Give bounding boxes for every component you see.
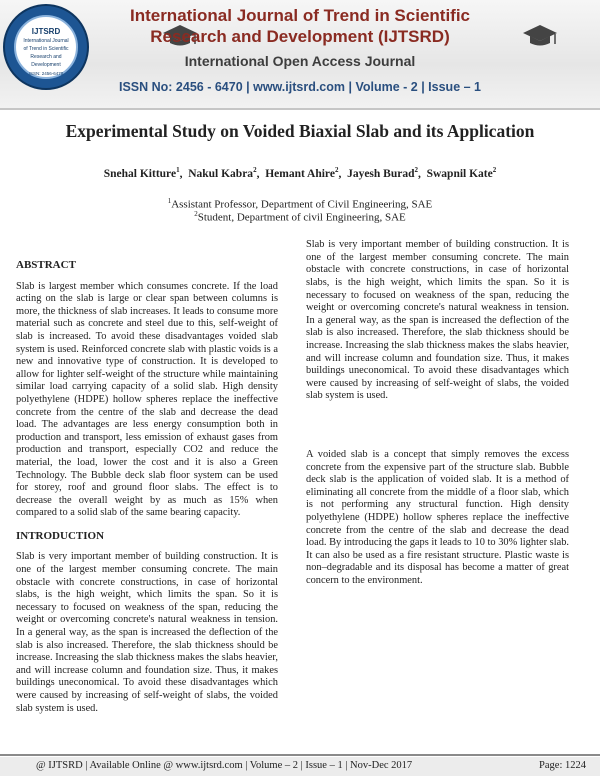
- affiliation: [0, 197, 600, 211]
- graduation-cap-icon: [522, 22, 558, 50]
- journal-issn-line: ISSN No: 2456 - 6470 | www.ijtsrd.com | Volume - 2 | Issue – 1: [118, 80, 481, 94]
- introduction-paragraph-1-continued: Slab is very important member of building construction. It is one of the largest member consuming concrete. The main obstacle with concrete constructions, in case of horizontal slabs, is the high weight, which limits the span. So it is necessary to focused on weakness of the span, reducing the weight or overcoming concrete's natural weakness in tension. In a general way, as the span is increased the deflection of the slab is also increased. Therefore, the slab thickness should be increase. Increasing the slab thickness makes the slabs heavier, and will increase column and foundation size. Thus, it makes buildings uneconomical. To avoid these disadvantages which were caused by increasing of self-weight of slabs, the voided slab system is used.: [306, 239, 569, 402]
- introduction-paragraph-1: Slab is very important member of building construction. It is one of the largest member consuming concrete. The main obstacle with concrete constructions, in case of horizontal slabs, is the high weight, which limits the span. So it is necessary to focused on weakness of the span, reducing the weight or overcoming concrete's natural weakness in tension. In a general way, as the span is increased the deflection of the slab is also increased. Therefore, the slab thickness should be increase. Increasing the slab thickness makes the slabs heavier, and will increase column and foundation size. Thus, it makes buildings uneconomical. To avoid these disadvantages which were caused by increasing of self-weight of slabs, the voided slab system is used.: [16, 551, 278, 714]
- logo-line3: Research and: [30, 54, 62, 60]
- journal-title-line2: Research and Development (IJTSRD): [150, 27, 450, 46]
- introduction-heading: INTRODUCTION: [16, 529, 105, 542]
- author-sup: 2: [253, 166, 257, 174]
- page-footer: [0, 757, 600, 776]
- affiliation: [0, 210, 600, 224]
- logo-line4: Development: [31, 62, 61, 68]
- author-sup: 2: [414, 166, 418, 174]
- journal-header: [0, 0, 600, 110]
- left-column: [16, 259, 278, 714]
- footer-rule: [0, 754, 600, 756]
- logo-line2: of Trend in Scientific: [23, 46, 69, 52]
- author-sup: 1: [176, 166, 180, 174]
- logo-issn: ISSN: 2456-6470: [28, 71, 64, 76]
- footer-citation: @ IJTSRD | Available Online @ www.ijtsrd.com | Volume – 2 | Issue – 1 | Nov-Dec 2017: [36, 760, 413, 771]
- author-name: Snehal Kitture: [103, 167, 177, 180]
- author-name: Nakul Kabra: [188, 167, 254, 180]
- affiliation-sup: 2: [194, 210, 198, 218]
- paper-title: Experimental Study on Voided Biaxial Slab and its Application: [65, 121, 535, 141]
- right-column: [306, 239, 569, 596]
- author-name: Hemant Ahire: [265, 167, 335, 180]
- logo-name: IJTSRD: [31, 27, 61, 36]
- author-sup: 2: [492, 166, 497, 174]
- journal-title-line1: International Journal of Trend in Scientific: [129, 6, 471, 25]
- page-number: Page: 1224: [539, 760, 586, 771]
- introduction-paragraph-2: A voided slab is a concept that simply removes the excess concrete from the expensive part of the structure slab. Bubble deck slab is the application of voided slab. It is a method of eliminating all concrete from the middle of a floor slab, which is not performing any structural function. High density polyethylene (HDPE) hollow spheres replace the ineffective concrete from the centre of the slab and decrease the dead load. By introducing the gaps it leads to 10 to 30% lighter slab. It can also be used as a fire resistant structure. Plastic waste is non–degradable and its disposal has become a matter of great concern to the environment.: [306, 449, 569, 586]
- journal-logo: [3, 4, 89, 90]
- journal-subtitle: International Open Access Journal: [184, 53, 416, 69]
- abstract-text: Slab is largest member which consumes concrete. If the load acting on the slab is large or clear span between columns is more, the thickness of slab increases. It leads to consume more material such as concrete and steel due to this, self-weight of slab is increased. To avoid these disadvantages voided slab system is used. Reinforced concrete slab with plastic voids is a new and innovative type of construction. It is developed to allow for lighter self-weight of the structure while maintaining similar load carrying capacity of a solid slab. High density polyethylene (HDPE) hollow spheres replace the ineffective concrete from the centre of the slab and decrease the dead load. The advantages are less energy consumption both in production and transport, less emission of exhaust gases from production and transport, especially CO2 and reduce the material, the load, lower the cost and it is also a Green Technology. The Bubble deck slab floor system can be used for storey, roof and ground floor slabs. The effect is to decrease the overall weight by as much as 15% when compared to a solid slab of the same bearing capacity.: [16, 280, 278, 519]
- affiliation-text: Student, Department of civil Engineering, SAE: [197, 211, 406, 224]
- affiliation-text: Assistant Professor, Department of Civil Engineering, SAE: [171, 198, 433, 211]
- author-list: Snehal Kitture$^1$, Nakul Kabra$^2$, Hemant Ahire$^2$, Jayesh Burad$^2$, Swapnil Kate$^2$: [103, 166, 497, 180]
- logo-line1: International Journal: [23, 38, 69, 44]
- author-sup: 2: [334, 166, 339, 174]
- affiliation-sup: 1: [167, 197, 172, 205]
- author-name: Jayesh Burad: [347, 167, 415, 180]
- logo-seal: [14, 15, 78, 79]
- abstract-heading: ABSTRACT: [16, 259, 76, 271]
- author-name: Swapnil Kate: [426, 167, 493, 180]
